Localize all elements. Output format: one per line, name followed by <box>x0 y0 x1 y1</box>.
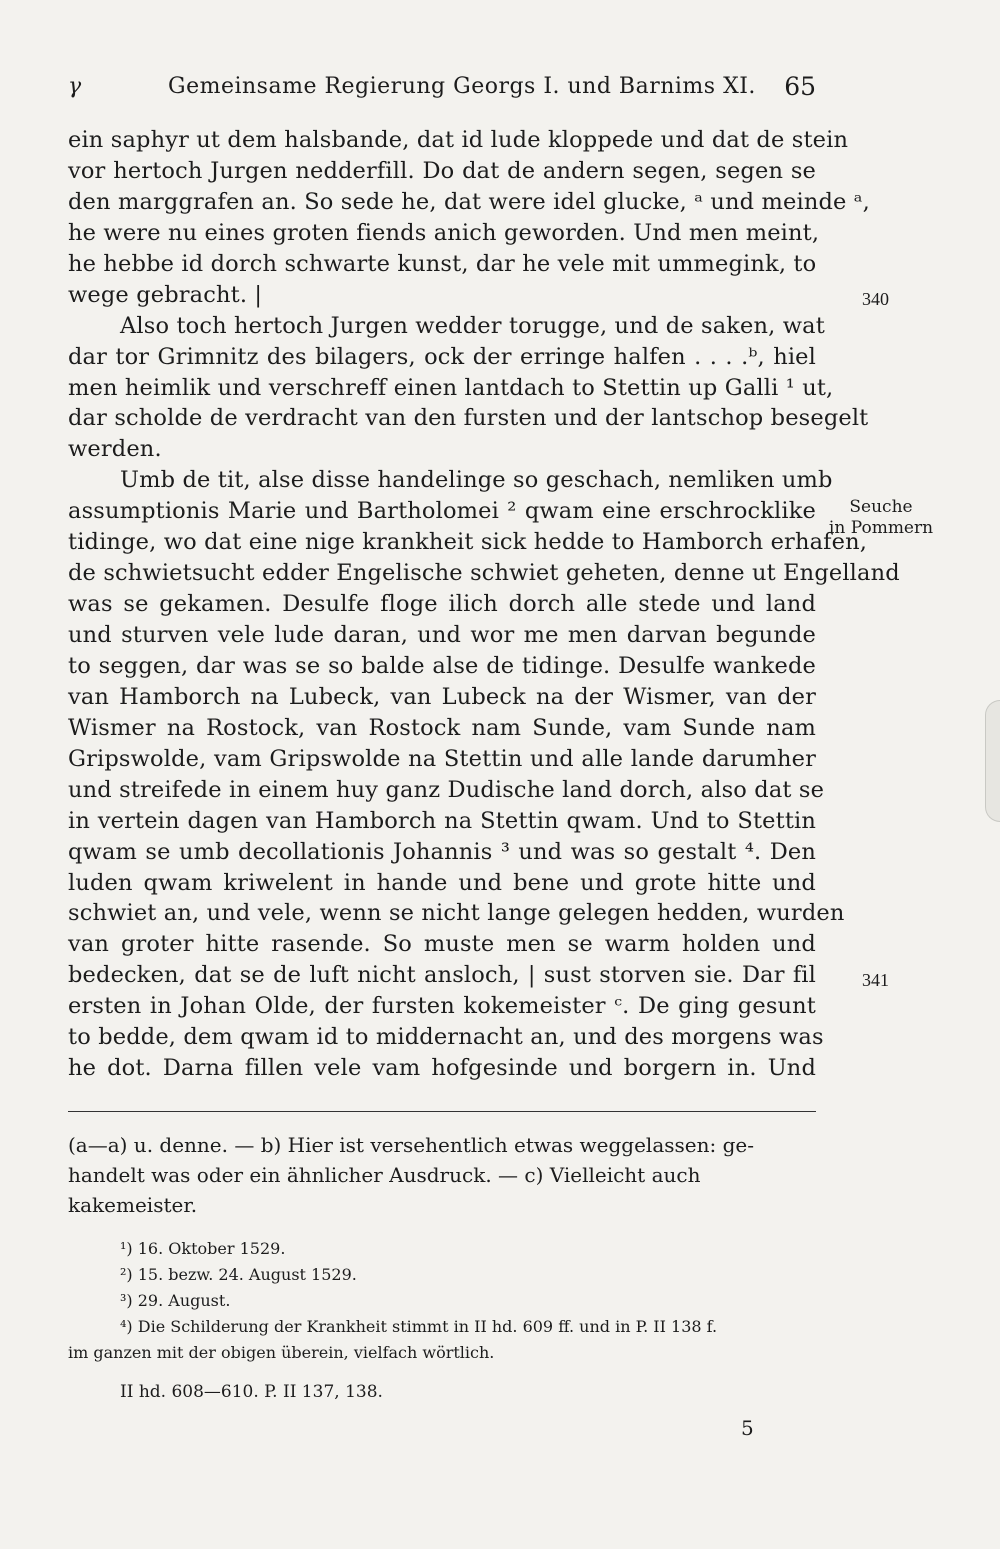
footnote: ¹) 16. Oktober 1529. <box>120 1239 286 1258</box>
footnote-rule <box>68 1111 816 1112</box>
text-line: ersten in Johan Olde, der fursten kokemeister ᶜ. De ging gesunt <box>68 993 816 1020</box>
text-line: Umb de tit, alse disse handelinge so geschach, nemliken umb <box>120 467 833 494</box>
text-line: de schwietsucht edder Engelische schwiet geheten, denne ut Engelland <box>68 560 900 587</box>
text-line: in vertein dagen van Hamborch na Stettin qwam. Und to Stettin <box>68 807 816 834</box>
text-line: luden qwam kriwelent in hande und bene und grote hitte und <box>68 869 816 896</box>
page-number: 65 <box>784 72 816 101</box>
text-line: van Hamborch na Lubeck, van Lubeck na der Wismer, van der <box>68 683 816 710</box>
text-line: tidinge, wo dat eine nige krankheit sick hedde to Hamborch erhafen, <box>68 529 868 556</box>
text-line: he hebbe id dorch schwarte kunst, dar he vele mit ummegink, to <box>68 250 817 277</box>
footnote: ⁴) Die Schilderung der Krankheit stimmt in II hd. 609 ff. und in P. II 138 f. <box>120 1317 718 1336</box>
footnote: ²) 15. bezw. 24. August 1529. <box>120 1265 357 1284</box>
text-line: he were nu eines groten fiends anich geworden. Und men meint, <box>68 219 820 246</box>
signature-mark: γ <box>68 74 82 99</box>
margin-line-reference: 340 <box>862 289 889 309</box>
text-line: Gripswolde, vam Gripswolde na Stettin und alle lande darumher <box>68 745 816 772</box>
page-edge-shadow <box>985 700 1000 822</box>
running-title: Gemeinsame Regierung Georgs I. und Barnims XI. <box>168 74 756 99</box>
apparatus-line: (a—a) u. denne. — b) Hier ist versehentlich etwas weggelassen: ge- <box>68 1133 754 1157</box>
text-line: ein saphyr ut dem halsbande, dat id lude kloppede und dat de stein <box>68 127 849 153</box>
apparatus-line: kakemeister. <box>68 1193 198 1217</box>
text-line: schwiet an, und vele, wenn se nicht lange gelegen hedden, wurden <box>68 900 845 927</box>
text-line: qwam se umb decollationis Johannis ³ und was so gestalt ⁴. Den <box>68 838 816 865</box>
text-line: men heimlik und verschreff einen lantdach to Stettin up Galli ¹ ut, <box>68 374 834 401</box>
numbered-footnotes <box>68 1236 820 1366</box>
text-line: to bedde, dem qwam id to middernacht an, und des morgens was <box>68 1024 824 1051</box>
margin-note-line: Seuche <box>849 497 913 517</box>
text-line: wege gebracht. | <box>68 281 263 308</box>
text-line: van groter hitte rasende. So muste men se warm holden und <box>68 931 816 958</box>
text-line: dar tor Grimnitz des bilagers, ock der erringe halfen . . . .ᵇ, hiel <box>68 343 816 370</box>
apparatus-line: handelt was oder ein ähnlicher Ausdruck. — c) Vielleicht auch <box>68 1163 701 1187</box>
footnote: ³) 29. August. <box>120 1291 231 1310</box>
running-head <box>68 72 816 106</box>
text-line: he dot. Darna fillen vele vam hofgesinde und borgern in. Und <box>68 1055 816 1082</box>
text-line: werden. <box>68 436 162 463</box>
text-line: Also toch hertoch Jurgen wedder torugge, und de saken, wat <box>120 312 825 339</box>
text-line: Wismer na Rostock, van Rostock nam Sunde, vam Sunde nam <box>68 714 816 741</box>
text-line: was se gekamen. Desulfe floge ilich dorch alle stede und land <box>68 591 816 618</box>
text-line: bedecken, dat se de luft nicht ansloch, | sust storven sie. Dar fil <box>68 962 816 989</box>
margin-line-reference: 341 <box>862 970 889 990</box>
footnote-continuation: im ganzen mit der obigen überein, vielfach wörtlich. <box>68 1343 495 1362</box>
text-line: to seggen, dar was se so balde alse de tidinge. Desulfe wankede <box>68 652 816 679</box>
folio-signature: 5 <box>741 1416 754 1440</box>
text-line: den marggrafen an. So sede he, dat were idel glucke, ᵃ und meinde ᵃ, <box>68 188 870 215</box>
source-references: II hd. 608—610. P. II 137, 138. <box>120 1382 383 1402</box>
text-line: und streifede in einem huy ganz Dudische land dorch, also dat se <box>68 776 825 803</box>
margin-note-line: in Pommern <box>828 518 934 538</box>
text-line: assumptionis Marie und Bartholomei ² qwam eine erschrocklike <box>68 498 816 525</box>
textual-apparatus <box>68 1130 816 1220</box>
text-line: und sturven vele lude daran, und wor me men darvan begunde <box>68 622 816 648</box>
text-line: dar scholde de verdracht van den fursten und der lantschop besegelt <box>68 405 869 432</box>
text-line: vor hertoch Jurgen nedderfill. Do dat de andern segen, segen se <box>68 157 816 184</box>
margin-note <box>822 497 940 539</box>
